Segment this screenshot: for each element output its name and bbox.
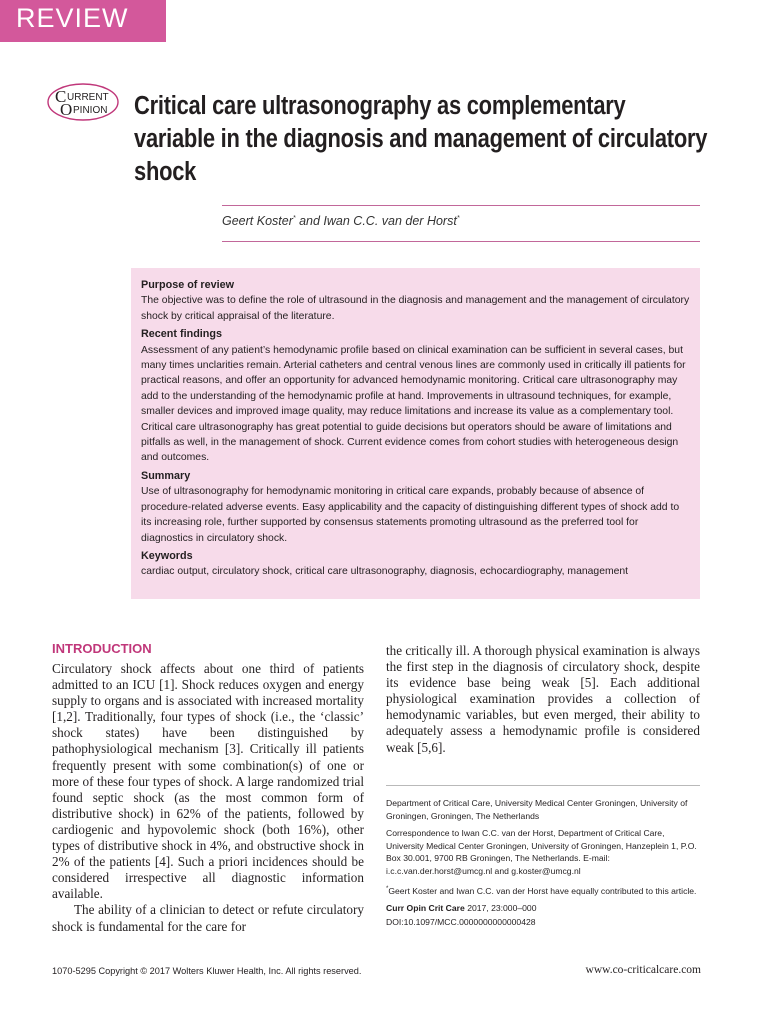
- divider: [222, 241, 700, 242]
- journal-citation: [386, 902, 702, 915]
- svg-text:O: O: [60, 100, 73, 119]
- affiliation-block: [386, 797, 702, 933]
- journal-name: Curr Opin Crit Care: [386, 903, 465, 914]
- abstract-text: Use of ultrasonography for hemodynamic monitoring in critical care expands, probably because of absence of procedure-related adverse events. Easy applicability and the capacity of distinguishing different types of shock add to its increasing role, further supported by consensus statements promoting ultrasound as the preferred tool for diagnostics in circulatory shock.: [141, 486, 680, 544]
- abstract-text: Assessment of any patient’s hemodynamic profile based on clinical examination can be sufficient in several cases, but many times unclarities remain. Arterial catheters and central venous lines are commonly used in critically ill patients for practical reasons, and offer an opportunity for advanced hemodynamic monitoring. Critical care ultrasonography may add to the understanding of the hemodynamic profile at hand. Improvements in ultrasound techniques, for example, smaller devices and improved image quality, may reduce limitations and increase its value as a complementary tool. Critical care ultrasonography has great potential to guide decisions but operators should be aware of limitations and pitfalls as well, in the management of shock. Current evidence comes from cohort studies with heterogeneous design and outcomes.: [141, 344, 686, 464]
- body-left-column: [52, 661, 364, 935]
- section-tab: REVIEW: [0, 0, 166, 42]
- equal-contribution-note: [386, 883, 702, 897]
- abstract-heading: Summary: [141, 469, 191, 482]
- svg-text:C: C: [55, 87, 67, 106]
- copyright-notice: 1070-5295 Copyright © 2017 Wolters Kluwer Health, Inc. All rights reserved.: [52, 966, 362, 976]
- body-paragraph: the critically ill. A thorough physical examination is always the first step in the diagnosis of circulatory shock, despite its evidence base being weak [5]. Each additional physiological examination provides a collection of hemodynamic variables, but even merged, their ability to adequately assess a hemodynamic profile is considered weak [5,6].: [386, 643, 700, 755]
- doi: DOI:10.1097/MCC.0000000000000428: [386, 916, 536, 927]
- section-heading: INTRODUCTION: [52, 641, 152, 656]
- current-opinion-logo: [46, 82, 120, 122]
- abstract-summary: [141, 469, 690, 546]
- abstract-keywords: [141, 549, 690, 580]
- author-name: Geert Koster: [222, 214, 293, 228]
- equal-contribution-mark: *: [386, 885, 389, 892]
- divider: [386, 785, 700, 786]
- journal-website-link[interactable]: www.co-criticalcare.com: [585, 964, 701, 976]
- divider: [222, 205, 700, 206]
- abstract-findings: [141, 327, 690, 466]
- body-paragraph: The ability of a clinician to detect or refute circulatory shock is fundamental for the care for: [52, 902, 364, 934]
- journal-details: 2017, 23:000–000: [467, 903, 537, 914]
- abstract-text: The objective was to define the role of ultrasound in the diagnosis and management and the management of circulatory shock by critical appraisal of the literature.: [141, 295, 690, 322]
- department: Department of Critical Care, University Medical Center Groningen, University of Groningen, Groningen, The Netherlands: [386, 798, 688, 821]
- body-paragraph: Circulatory shock affects about one third of patients admitted to an ICU [1]. Shock reduces oxygen and energy supply to organs and is associated with increased mortality [1,2]. Traditionally, four types of shock (i.e., the ‘classic’ shock states) have been distinguished by pathophysiological mechanism [3]. Critically ill patients frequently present with some combination(s) of one or more of these four types of shock. A large randomized trial found septic shock (as the most common form of distributive shock) in 62% of the patients, followed by cardiogenic and hypovolemic shock (both 16%), other types of distributive shock in 4%, and obstructive shock in 2% of the patients [4]. Such a priori incidences should be considered irrespective all diagnostic information available.: [52, 661, 364, 902]
- equal-contribution-mark: *: [292, 214, 296, 222]
- svg-text:URRENT: URRENT: [67, 92, 109, 103]
- authors: [222, 214, 460, 228]
- correspondence: Correspondence to Iwan C.C. van der Horst, Department of Critical Care, University Medical Center Groningen, University of Groningen, Hanzeplein 1, P.O. Box 30.001, 9700 RB Groningen, The Netherlands. E-mail: i.c.c.van.der.horst@umcg.nl and g.koster@umcg.nl: [386, 828, 697, 876]
- abstract-heading: Keywords: [141, 549, 193, 562]
- svg-text:PINION: PINION: [73, 105, 108, 116]
- author-name: Iwan C.C. van der Horst: [323, 214, 457, 228]
- abstract-heading: Recent findings: [141, 328, 222, 341]
- abstract-purpose: [141, 278, 690, 324]
- equal-contribution-mark: *: [456, 214, 460, 222]
- abstract-text: cardiac output, circulatory shock, critical care ultrasonography, diagnosis, echocardiography, management: [141, 566, 629, 578]
- body-right-column: [386, 643, 700, 756]
- equal-contribution-text: Geert Koster and Iwan C.C. van der Horst have equally contributed to this article.: [388, 885, 697, 896]
- article-title: Critical care ultrasonography as complementary variable in the diagnosis and management of circulatory shock: [134, 92, 708, 186]
- abstract-box: [131, 268, 700, 599]
- author-joiner: and: [295, 214, 324, 228]
- abstract-heading: Purpose of review: [141, 279, 235, 291]
